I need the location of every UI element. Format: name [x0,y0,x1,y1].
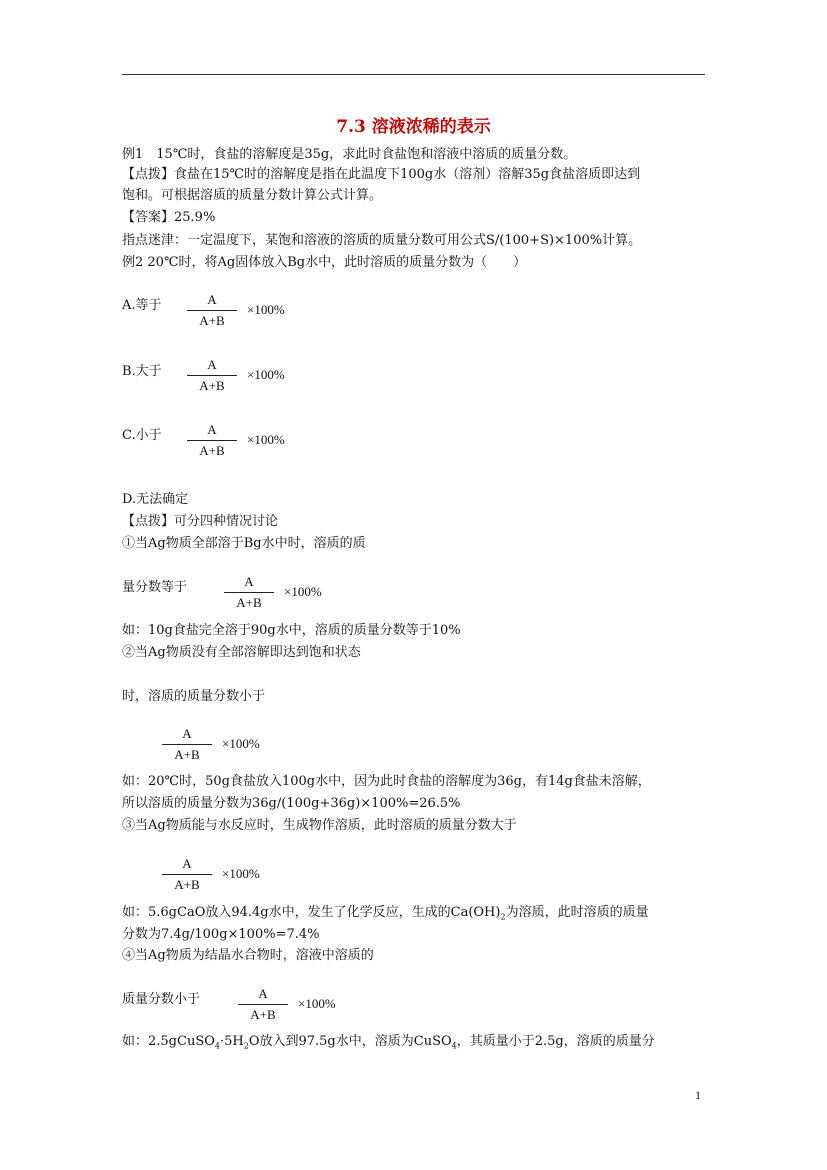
fraction-bar [162,874,212,875]
fraction-bar [162,744,212,745]
case-1-line-2: 量分数等于 [122,580,188,595]
fraction-numerator: A [244,574,254,589]
fraction-times: ×100% [247,432,285,447]
hint-2: 【点拨】可分四种情况讨论 [122,514,279,529]
case-2-example-line-1: 如：20℃时，50g食盐放入100g水中，因为此时食盐的溶解度为36g，有14g食盐未溶解， [122,774,651,789]
example-2: 例2 20℃时，将Ag固体放入Bg水中，此时溶质的质量分数为（ ） [122,255,527,270]
fraction-denominator: A+B [199,443,225,458]
fraction-numerator: A [207,422,217,437]
fraction-times: ×100% [222,866,260,881]
option-b-label: B.大于 [122,364,162,379]
fraction-times: ×100% [247,302,285,317]
header-rule [122,74,705,75]
fraction-bar [224,592,274,593]
fraction-numerator: A [207,357,217,372]
option-a-label: A.等于 [122,298,162,313]
case-3-example-line-2: 分数为7.4g/100g×100%=7.4% [122,927,320,942]
hint-1-line-2: 饱和。可根据溶质的质量分数计算公式计算。 [122,188,383,203]
fraction-bar [187,310,237,311]
fraction-bar [238,1004,288,1005]
case-4-line-2: 质量分数小于 [122,992,201,1007]
fraction-numerator: A [207,292,217,307]
page-title: 7.3 溶液浓稀的表示 [336,117,491,137]
fraction-bar [187,375,237,376]
page-number: 1 [695,1088,701,1102]
tips: 指点迷津：一定温度下，某饱和溶液的溶质的质量分数可用公式S/(100+S)×100%计算。 [122,233,642,248]
fraction-numerator: A [182,726,192,741]
case-2-line-1: ②当Ag物质没有全部溶解即达到饱和状态 [122,645,361,660]
fraction-denominator: A+B [174,877,200,892]
case-1-line-1: ①当Ag物质全部溶于Bg水中时，溶质的质 [122,536,366,551]
fraction-times: ×100% [284,584,322,599]
case-2-line-2: 时，溶质的质量分数小于 [122,689,266,704]
fraction-times: ×100% [222,736,260,751]
case-4-line-1: ④当Ag物质为结晶水合物时，溶液中溶质的 [122,948,374,963]
case-1-example: 如：10g食盐完全溶于90g水中，溶质的质量分数等于10% [122,623,461,638]
example-1: 例1 15℃时，食盐的溶解度是35g，求此时食盐饱和溶液中溶质的质量分数。 [122,147,577,162]
fraction-denominator: A+B [236,595,262,610]
case-2-example-line-2: 所以溶质的质量分数为36g/(100g+36g)×100%=26.5% [122,796,461,811]
fraction-bar [187,440,237,441]
hint-1-line-1: 【点拨】食盐在15℃时的溶解度是指在此温度下100g水（溶剂）溶解35g食盐溶质即达到 [122,167,641,182]
fraction-denominator: A+B [199,313,225,328]
case-3-example-line-1: 如：5.6gCaO放入94.4g水中，发生了化学反应，生成的$Ca(OH)_2$为溶质，此时溶质的质量 [122,905,649,922]
case-3-line-1: ③当Ag物质能与水反应时，生成物作溶质，此时溶质的质量分数大于 [122,818,517,833]
case-4-example-line-1: 如：$2.5gCuSO_4\cdot 5H_2O$放入到97.5g水中，溶质为CuSO$_4$，其质量小于2.5g，溶质的质量分 [122,1034,655,1051]
option-c-label: C.小于 [122,428,162,443]
fraction-denominator: A+B [250,1007,276,1022]
fraction-numerator: A [182,856,192,871]
fraction-times: ×100% [298,996,336,1011]
answer-1: 【答案】25.9% [122,210,216,225]
option-d-label: D.无法确定 [122,492,189,507]
fraction-denominator: A+B [199,378,225,393]
fraction-times: ×100% [247,367,285,382]
fraction-denominator: A+B [174,747,200,762]
fraction-numerator: A [258,986,268,1001]
